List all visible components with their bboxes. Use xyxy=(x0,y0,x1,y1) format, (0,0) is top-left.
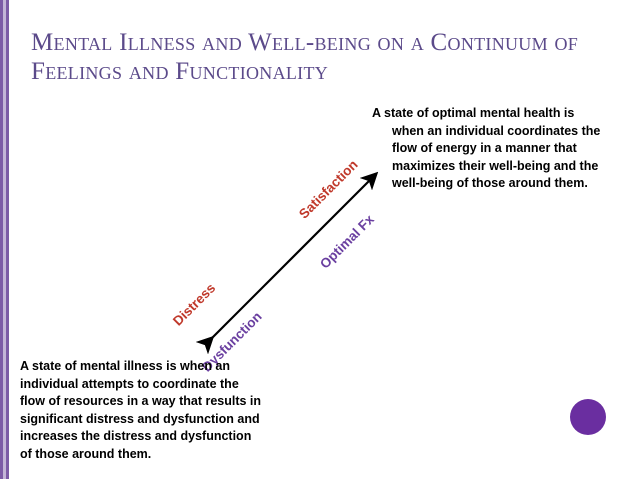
continuum-arrow-icon xyxy=(190,160,390,360)
left-accent-bar xyxy=(0,0,9,479)
decorative-dot xyxy=(570,399,606,435)
optimal-health-first-line: A state of optimal mental health is xyxy=(372,106,575,120)
accent-bar-highlight xyxy=(3,0,6,479)
label-optimal-fx: Optimal Fx xyxy=(317,211,377,272)
mental-illness-text-block: A state of mental illness is when an individual attempts to coordinate the flow of resources in a way that results in significant distress and dysfunction and increases the distress and dysfunction of those around them. xyxy=(20,359,262,461)
label-satisfaction: Satisfaction xyxy=(296,156,361,222)
page-title: Mental Illness and Well-being on a Continuum of Feelings and Functionality xyxy=(31,29,579,85)
label-dysfunction: Dysfunction xyxy=(199,308,265,375)
optimal-health-text-block xyxy=(372,105,610,193)
label-distress: Distress xyxy=(170,280,219,329)
optimal-health-body: when an individual coordinates the flow of energy in a manner that maximizes their well-being and the well-being of those around them. xyxy=(392,123,601,190)
